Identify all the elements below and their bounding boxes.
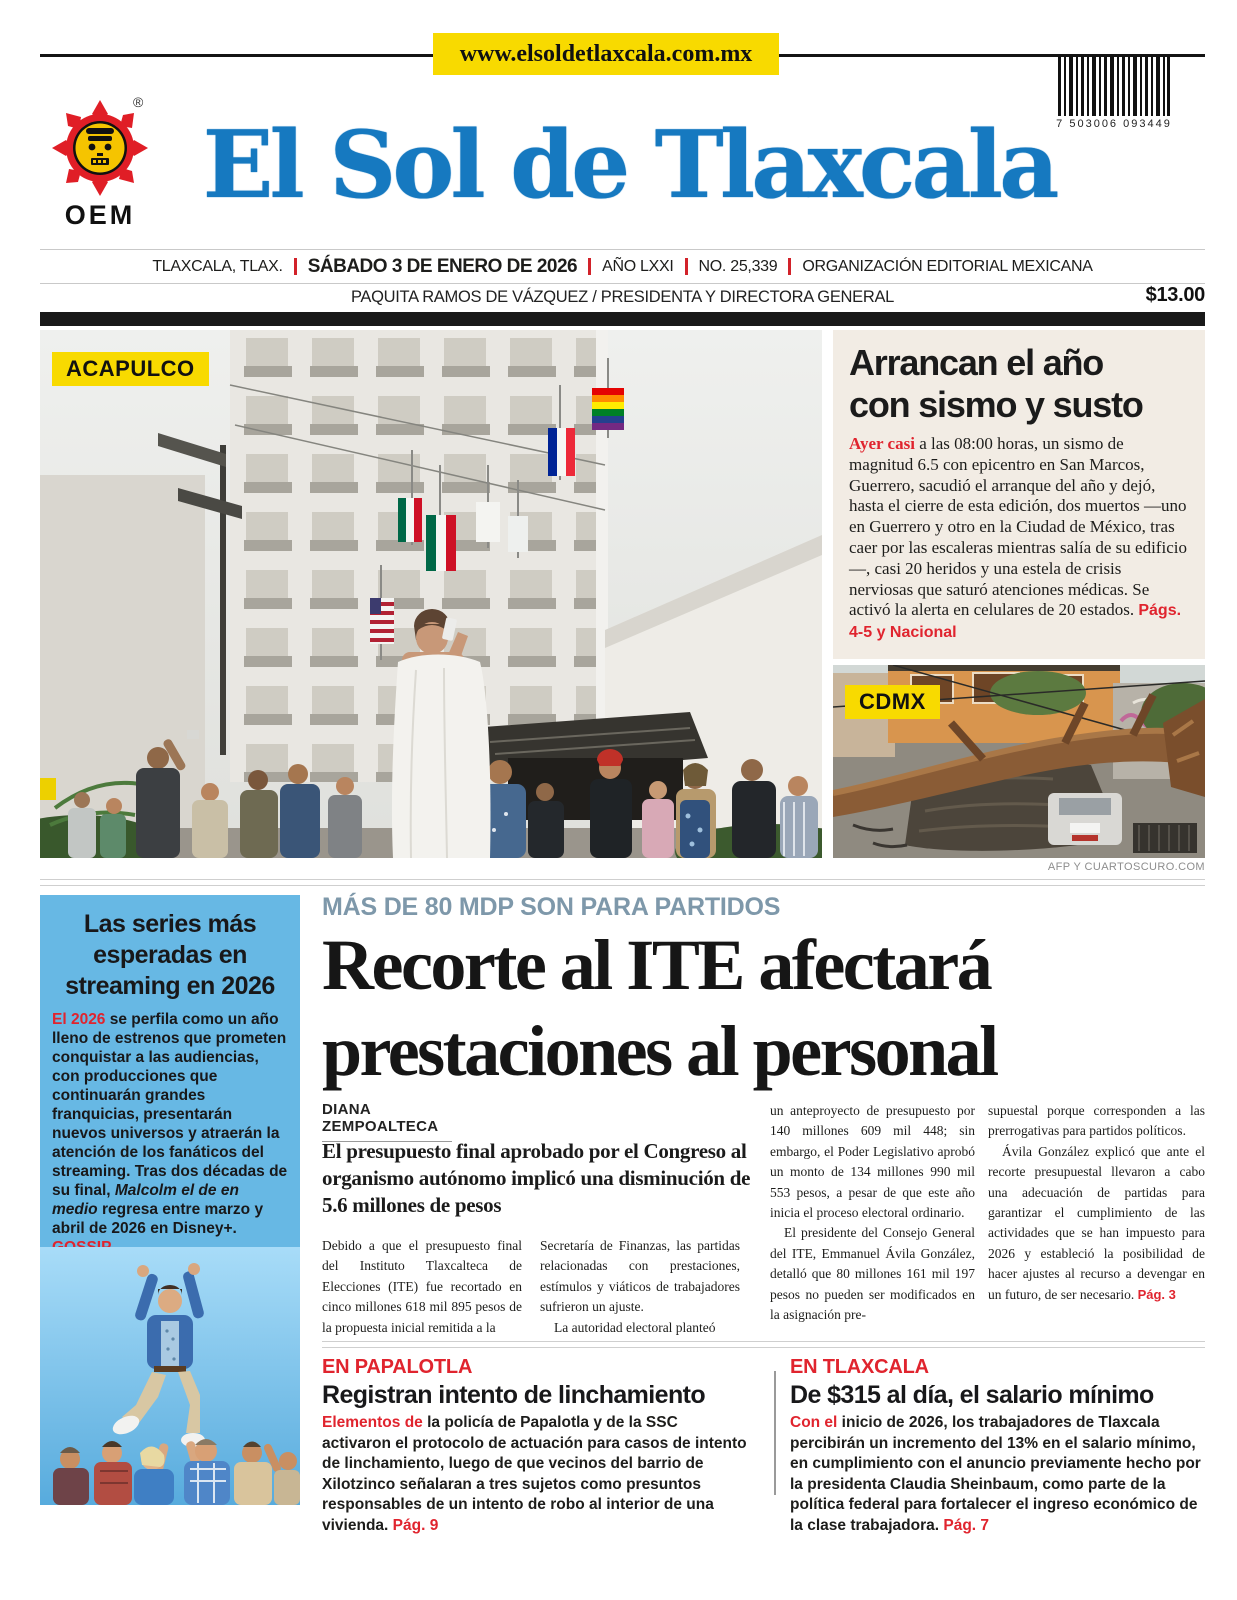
dateline [40,249,1205,284]
tlaxcala-page-ref: Pág. 7 [943,1516,990,1534]
oem-wordmark: OEM [64,200,136,230]
rainbow-flag [592,388,624,430]
dateline-separator [685,258,688,275]
sun-icon [48,98,152,198]
main-story [322,893,1205,1600]
website-banner[interactable] [433,33,779,75]
acapulco-photo [40,330,822,858]
sidebar-title: Las series más esperadas en streaming en 2026 [65,910,275,1000]
papalotla-kicker: EN PAPALOTLA [322,1356,473,1378]
papalotla-body: Elementos de la policía de Papalotla y de la SSC activaron el protocolo de actuación para casos de intento de linchamiento, luego de que vecinos del barrio de Xilotzinco señalaran a tres sujetos como presuntos responsables de un intento de robo al interior de una vivienda. Pág. 9 [322,1414,747,1534]
cdmx-photo [833,665,1205,858]
publisher-name: PAQUITA RAMOS DE VÁZQUEZ / PRESIDENTA Y DIRECTORA GENERAL [350,287,895,306]
tlaxcala-body: Con el inicio de 2026, los trabajadores de Tlaxcala percibirán un incremento del 13% en el salario mínimo, en cumplimiento con el anuncio previamente hecho por la presidenta Claudia Sheinbaum, como parte de la política federal para fortalecer el ingreso económico de la clase trabajadora. Pág. 7 [790,1414,1201,1534]
dateline-date: SÁBADO 3 DE ENERO DE 2026 [307,255,578,277]
barcode-digits: 7 503006 093449 [1056,118,1172,130]
divider [40,885,1205,886]
vertical-divider [774,1371,776,1495]
french-flag [548,428,575,476]
body-column-2: Secretaría de Finanzas, las partidas relacionadas con prestaciones, estímulos y viáticos de trabajadores sufrieron un ajuste. La autoridad electoral planteó [540,1238,740,1335]
oem-sun-logo [48,98,152,198]
tlaxcala-headline: De $315 al día, el salario mínimo [790,1381,1154,1409]
photo-credit: AFP Y CUARTOSCURO.COM [1047,861,1205,873]
body-column-1: Debido a que el presupuesto final del Instituto Tlaxcalteca de Elecciones (ITE) fue recortado en cinco millones 618 mil 895 pesos de la propuesta inicial remitida a la [322,1238,522,1335]
sidebar-lead: El 2026 [52,1011,106,1028]
publisher-row [40,283,1205,311]
website-url: www.elsoldetlaxcala.com.mx [459,40,753,67]
quake-pages-ref: Págs. 4-5 y Nacional [849,602,1182,642]
white-flag [476,502,500,542]
dateline-separator [588,258,591,275]
quake-body: Ayer casi a las 08:00 horas, un sismo de magnitud 6.5 con epicentro en San Marcos, Guerrero, sacudió el arranque del año y dejó, hasta el cierre de esta edición, dos muertos —uno en Guerrero y otro en la Ciudad de México, tras caer por las escaleras mientras salía de su edificio—, casi 20 heridos y una estela de crisis nerviosas que saturó atenciones médicas. Se activó la alerta en celulares de 20 estados. Págs. 4-5 y Nacional [849,434,1187,642]
streaming-sidebar [40,895,300,1505]
divider [322,1341,1205,1342]
divider [40,879,1205,880]
main-page-ref: Pág. 3 [1137,1286,1176,1302]
disney-photo-illustration [40,1247,300,1505]
tlaxcala-story [790,1356,1205,1536]
main-kicker: MÁS DE 80 MDP SON PARA PARTIDOS [322,893,781,921]
divider [322,1347,1205,1348]
papalotla-headline: Registran intento de linchamiento [322,1381,706,1409]
registered-trademark: ® [133,94,144,110]
dateline-org: ORGANIZACIÓN EDITORIAL MEXICANA [802,257,1093,275]
main-headline: Recorte al ITE afectará prestaciones al personal [322,925,997,1091]
subhead: El presupuesto final aprobado por el Congreso al organismo autónomo implicó una disminución de 5.6 millones de pesos [322,1139,751,1217]
series-title: Malcolm el de en medio [52,1182,239,1218]
dateline-year: AÑO LXXI [602,257,674,275]
body-column-3: un anteproyecto de presupuesto por 140 millones 609 mil 448; sin embargo, el Poder Legislativo aprobó un monto de 134 millones 990 mil 553 pesos, a pesar de que este año inicia el proceso electoral ordinario. El presidente del Consejo General del ITE, Emmanuel Ávila González, detalló que 80 millones 161 mil 197 pesos no pueden ser modificados en la asignación pre- [770,1103,975,1323]
tlaxcala-kicker: EN TLAXCALA [790,1356,929,1378]
papalotla-page-ref: Pág. 9 [392,1516,439,1534]
quake-article [833,330,1205,659]
masthead-title: El Sol de Tlaxcala [202,109,1056,219]
body-column-4: supuestal porque corresponden a las prerrogativas para partidos políticos. Ávila González explicó que ante el recorte presupuestal llevaron a cabo una adecuación de partidas para garantizar el cumplimiento de las actividades que se han impuesto para 2026 y estableció la posibilidad de hacer ajustes al recurso a devengar en un futuro, de ser necesario. Pág. 3 [988,1103,1205,1302]
quake-lead: Ayer casi [849,434,915,453]
dateline-place: TLAXCALA, TLAX. [152,257,283,275]
sidebar-body: El 2026 se perfila como un año lleno de estrenos que prometen conquistar a las audiencias, con producciones que continuarán grandes franquicias, presentarán nuevos universos y atraerán la atención de los fanáticos del streaming. Tras dos décadas de su final, Malcolm el de en medio regresa entre marzo y abril de 2026 en Disney+. [52,1010,288,1257]
acapulco-label: ACAPULCO [52,352,209,386]
cdmx-label: CDMX [845,685,940,719]
us-flag [370,598,394,644]
dateline-number: NO. 25,339 [698,257,778,275]
acapulco-photo-illustration [40,330,822,858]
byline: DIANA ZEMPOALTECA [322,1101,452,1142]
section-divider-bar [40,312,1205,326]
barcode [1058,56,1170,116]
disney-cast-photo [40,1247,300,1505]
price: $13.00 [1145,284,1205,306]
dateline-separator [788,258,791,275]
quake-headline: Arrancan el año con sismo y susto [849,342,1143,425]
barcode-icon [1058,56,1170,116]
dateline-separator [294,258,297,275]
papalotla-story [322,1356,750,1536]
